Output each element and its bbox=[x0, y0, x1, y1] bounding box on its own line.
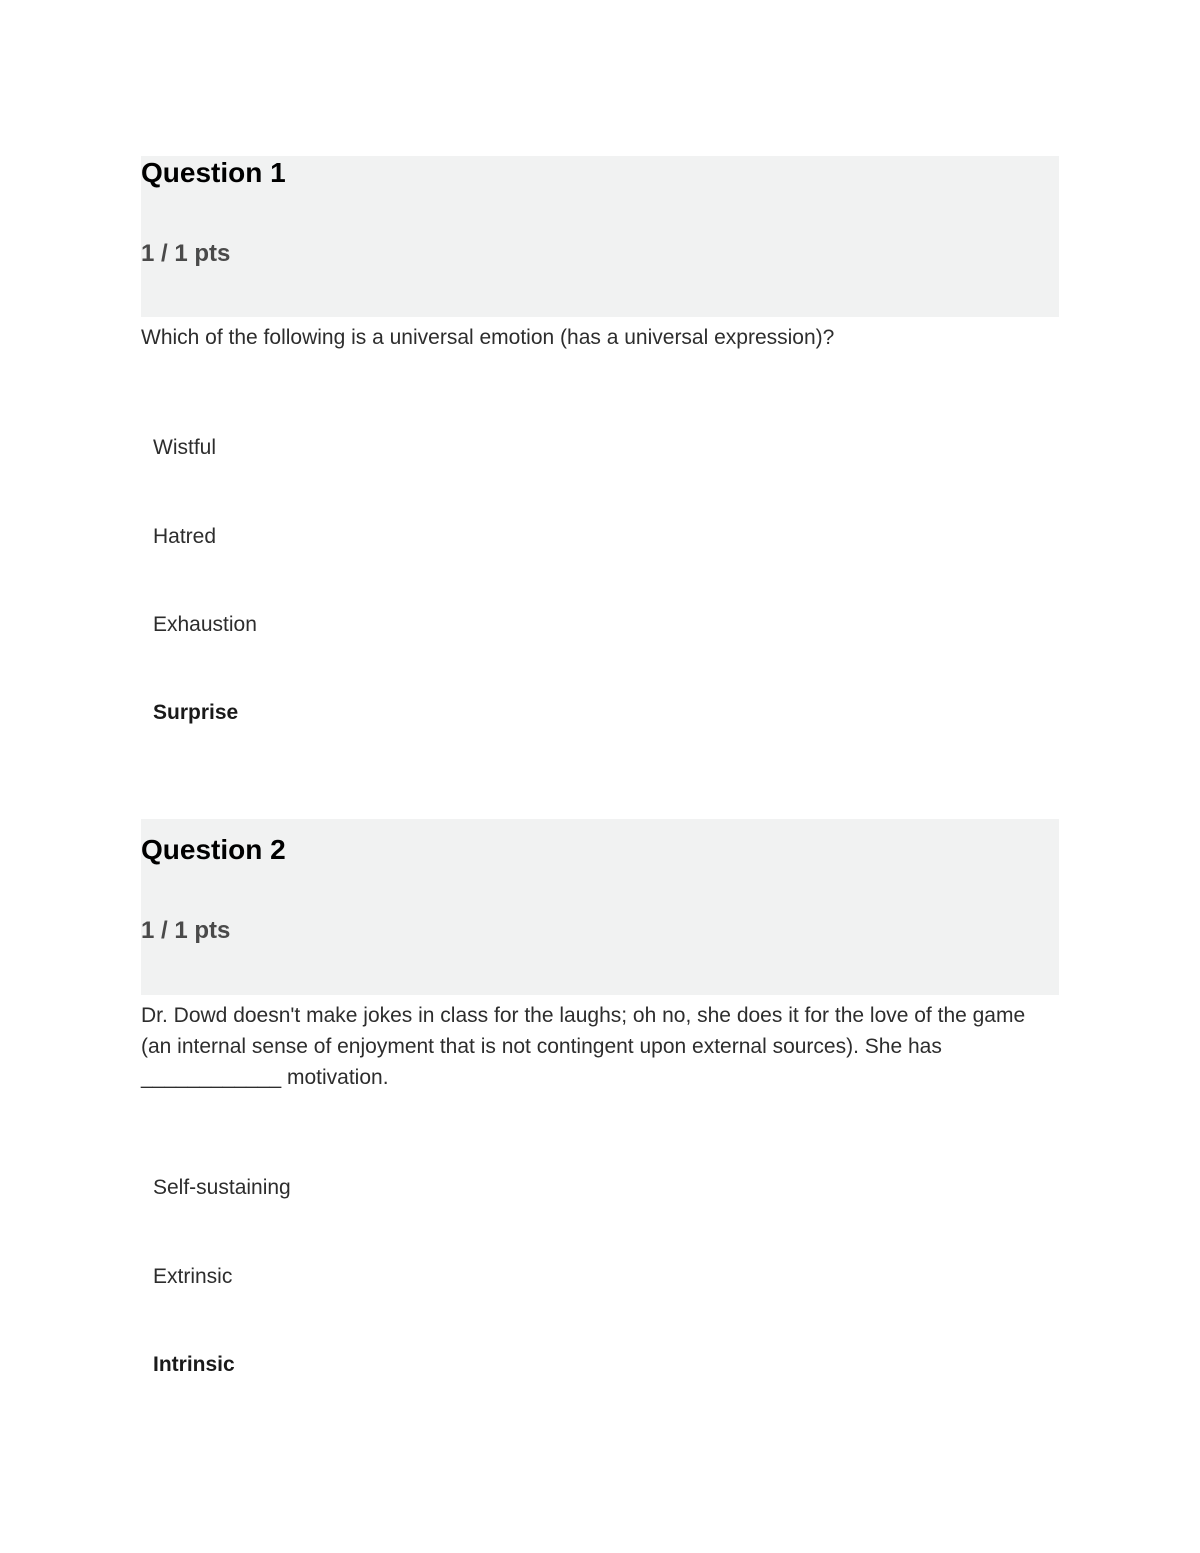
question-points: 1 / 1 pts bbox=[141, 240, 231, 267]
answer-option: Extrinsic bbox=[153, 1265, 233, 1288]
question-text: Which of the following is a universal emotion (has a universal expression)? bbox=[141, 326, 835, 349]
question-title: Question 2 bbox=[141, 834, 286, 865]
question-1 bbox=[141, 156, 1059, 724]
question-text: Dr. Dowd doesn't make jokes in class for the laughs; oh no, she does it for the love of the game (an internal sense of enjoyment that is not contingent upon external sources). She has ____________ motivation. bbox=[141, 1004, 1026, 1089]
question-header bbox=[141, 819, 1059, 995]
answer-option-correct: Intrinsic bbox=[153, 1353, 235, 1376]
answer-option: Exhaustion bbox=[153, 613, 257, 636]
question-points: 1 / 1 pts bbox=[141, 917, 231, 944]
answer-option: Wistful bbox=[153, 436, 216, 459]
question-2 bbox=[141, 819, 1059, 1376]
answer-option-correct: Surprise bbox=[153, 701, 239, 724]
answer-option: Hatred bbox=[153, 525, 217, 548]
question-title: Question 1 bbox=[141, 157, 286, 188]
question-header bbox=[141, 156, 1059, 317]
answer-option: Self-sustaining bbox=[153, 1176, 291, 1199]
